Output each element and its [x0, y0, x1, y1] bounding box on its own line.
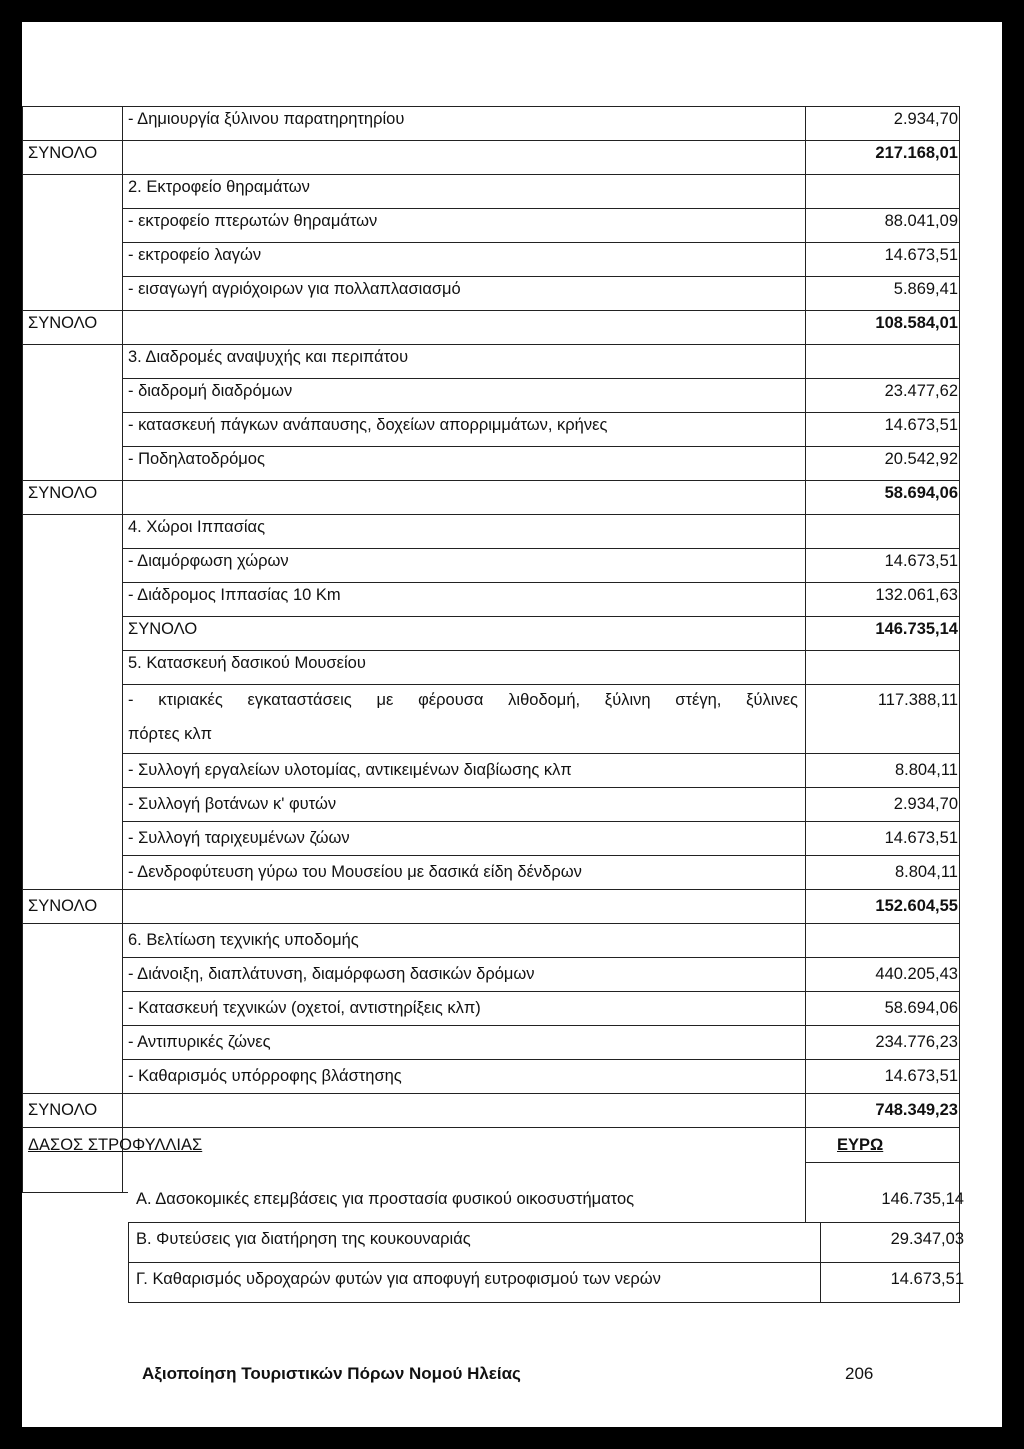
- section2-title: ΔΑΣΟΣ ΣΤΡΟΦΥΛΛΙΑΣ: [28, 1136, 203, 1154]
- row-label: - Κατασκευή τεχνικών (οχετοί, αντιστηρίξεις κλπ): [128, 999, 481, 1017]
- rule: [122, 753, 960, 754]
- row-value: 14.673,51: [884, 416, 958, 434]
- row-label: - Διάδρομος Ιππασίας 10 Km: [128, 586, 341, 604]
- page-number: 206: [845, 1364, 874, 1383]
- section2-row-label: Β. Φυτεύσεις για διατήρηση της κουκουναριάς: [136, 1230, 471, 1248]
- rule: [22, 344, 960, 345]
- inner-left-border: [122, 106, 123, 1192]
- rule: [128, 1262, 960, 1263]
- row-value: 8.804,11: [894, 863, 958, 881]
- section-label: 2. Εκτροφείο θηραμάτων: [128, 178, 310, 196]
- rule: [122, 276, 960, 277]
- row-value: 5.869,41: [893, 280, 958, 298]
- rule: [22, 310, 960, 311]
- rule: [22, 923, 960, 924]
- rule: [122, 991, 960, 992]
- rule: [128, 1302, 960, 1303]
- document-page: [22, 22, 1002, 1427]
- row-label: - Διάνοιξη, διαπλάτυνση, διαμόρφωση δασικών δρόμων: [128, 965, 535, 983]
- rule: [122, 1025, 960, 1026]
- row-label: - Αντιπυρικές ζώνες: [128, 1033, 271, 1051]
- rule: [122, 787, 960, 788]
- row-value: 2.934,70: [893, 795, 958, 813]
- rule: [805, 1162, 960, 1163]
- row-value: 88.041,09: [884, 212, 958, 230]
- row-value: 20.542,92: [884, 450, 958, 468]
- row-value: 117.388,11: [877, 691, 958, 709]
- rule: [128, 1222, 960, 1223]
- row-label: - διαδρομή διαδρόμων: [128, 382, 293, 400]
- right-border: [959, 106, 960, 1302]
- row-value: 14.673,51: [884, 246, 958, 264]
- total-value: 152.604,55: [875, 897, 958, 915]
- row-value: 132.061,63: [875, 586, 958, 604]
- row-label: - Ποδηλατοδρόμος: [128, 450, 265, 468]
- rule: [22, 889, 960, 890]
- row-label: - κατασκευή πάγκων ανάπαυσης, δοχείων απορριμμάτων, κρήνες: [128, 416, 608, 434]
- row-label: - Δενδροφύτευση γύρω του Μουσείου με δασικά είδη δένδρων: [128, 863, 582, 881]
- row-value: 2.934,70: [893, 110, 958, 128]
- rule: [122, 821, 960, 822]
- row-label: - Διαμόρφωση χώρων: [128, 552, 289, 570]
- section-label: 5. Κατασκευή δασικού Μουσείου: [128, 654, 366, 672]
- section-label: 4. Χώροι Ιππασίας: [128, 518, 266, 536]
- rule: [122, 650, 960, 651]
- row-value: 14.673,51: [884, 1067, 958, 1085]
- total-label: ΣΥΝΟΛΟ: [28, 484, 98, 502]
- section2-row-value: 29.347,03: [890, 1230, 964, 1248]
- row-value: 14.673,51: [884, 829, 958, 847]
- row-label: - Δημιουργία ξύλινου παρατηρητηρίου: [128, 110, 405, 128]
- rule: [122, 855, 960, 856]
- total-label: ΣΥΝΟΛΟ: [28, 144, 98, 162]
- outer-left-border: [22, 106, 23, 1192]
- row-value: 14.673,51: [884, 552, 958, 570]
- row-label: - Συλλογή ταριχευμένων ζώων: [128, 829, 350, 847]
- total-label: ΣΥΝΟΛΟ: [128, 620, 198, 638]
- total-value: 108.584,01: [875, 314, 958, 332]
- section2-row-label: Γ. Καθαρισμός υδροχαρών φυτών για αποφυγή ευτροφισμού των νερών: [136, 1270, 661, 1288]
- row-label: - εκτροφείο πτερωτών θηραμάτων: [128, 212, 378, 230]
- rule: [122, 242, 960, 243]
- rule: [22, 1093, 960, 1094]
- rule: [122, 582, 960, 583]
- rule: [22, 480, 960, 481]
- section2-row-label: Α. Δασοκομικές επεμβάσεις για προστασία φυσικού οικοσυστήματος: [136, 1190, 635, 1208]
- rule: [22, 1127, 960, 1128]
- rule: [22, 174, 960, 175]
- section2-row-value: 146.735,14: [881, 1190, 964, 1208]
- row-label: - Συλλογή εργαλείων υλοτομίας, αντικειμένων διαβίωσης κλπ: [128, 761, 572, 779]
- total-label: ΣΥΝΟΛΟ: [28, 897, 98, 915]
- total-value: 146.735,14: [875, 620, 958, 638]
- rule: [122, 1059, 960, 1060]
- section-label: 6. Βελτίωση τεχνικής υποδομής: [128, 931, 359, 949]
- rule: [22, 140, 960, 141]
- rule: [122, 208, 960, 209]
- row-value: 8.804,11: [894, 761, 958, 779]
- rule: [122, 548, 960, 549]
- rule: [122, 378, 960, 379]
- row-value: 58.694,06: [884, 999, 958, 1017]
- row-value: 234.776,23: [875, 1033, 958, 1051]
- row-label-continued: πόρτες κλπ: [128, 725, 213, 743]
- row-label: - κτιριακές εγκαταστάσεις με φέρουσα λιθοδομή, ξύλινη στέγη, ξύλινες: [128, 691, 798, 709]
- rule: [22, 106, 960, 107]
- row-label: - Καθαρισμός υπόρροφης βλάστησης: [128, 1067, 402, 1085]
- row-label: - Συλλογή βοτάνων κ' φυτών: [128, 795, 337, 813]
- rule: [122, 616, 960, 617]
- total-value: 217.168,01: [875, 144, 958, 162]
- total-value: 748.349,23: [875, 1101, 958, 1119]
- total-label: ΣΥΝΟΛΟ: [28, 1101, 98, 1119]
- total-label: ΣΥΝΟΛΟ: [28, 314, 98, 332]
- rule: [122, 957, 960, 958]
- row-value: 440.205,43: [875, 965, 958, 983]
- rule: [22, 514, 960, 515]
- rule: [22, 1192, 128, 1193]
- rule: [122, 684, 960, 685]
- row-label: - εκτροφείο λαγών: [128, 246, 262, 264]
- rule: [122, 446, 960, 447]
- currency-label: ΕΥΡΩ: [837, 1136, 884, 1154]
- row-value: 23.477,62: [884, 382, 958, 400]
- section-label: 3. Διαδρομές αναψυχής και περιπάτου: [128, 348, 409, 366]
- total-value: 58.694,06: [884, 484, 958, 502]
- row-label: - εισαγωγή αγριόχοιρων για πολλαπλασιασμό: [128, 280, 461, 298]
- rule: [122, 412, 960, 413]
- section2-row-value: 14.673,51: [890, 1270, 964, 1288]
- value-column-divider: [805, 106, 806, 1222]
- footer-title: Αξιοποίηση Τουριστικών Πόρων Νομού Ηλείας: [142, 1364, 521, 1383]
